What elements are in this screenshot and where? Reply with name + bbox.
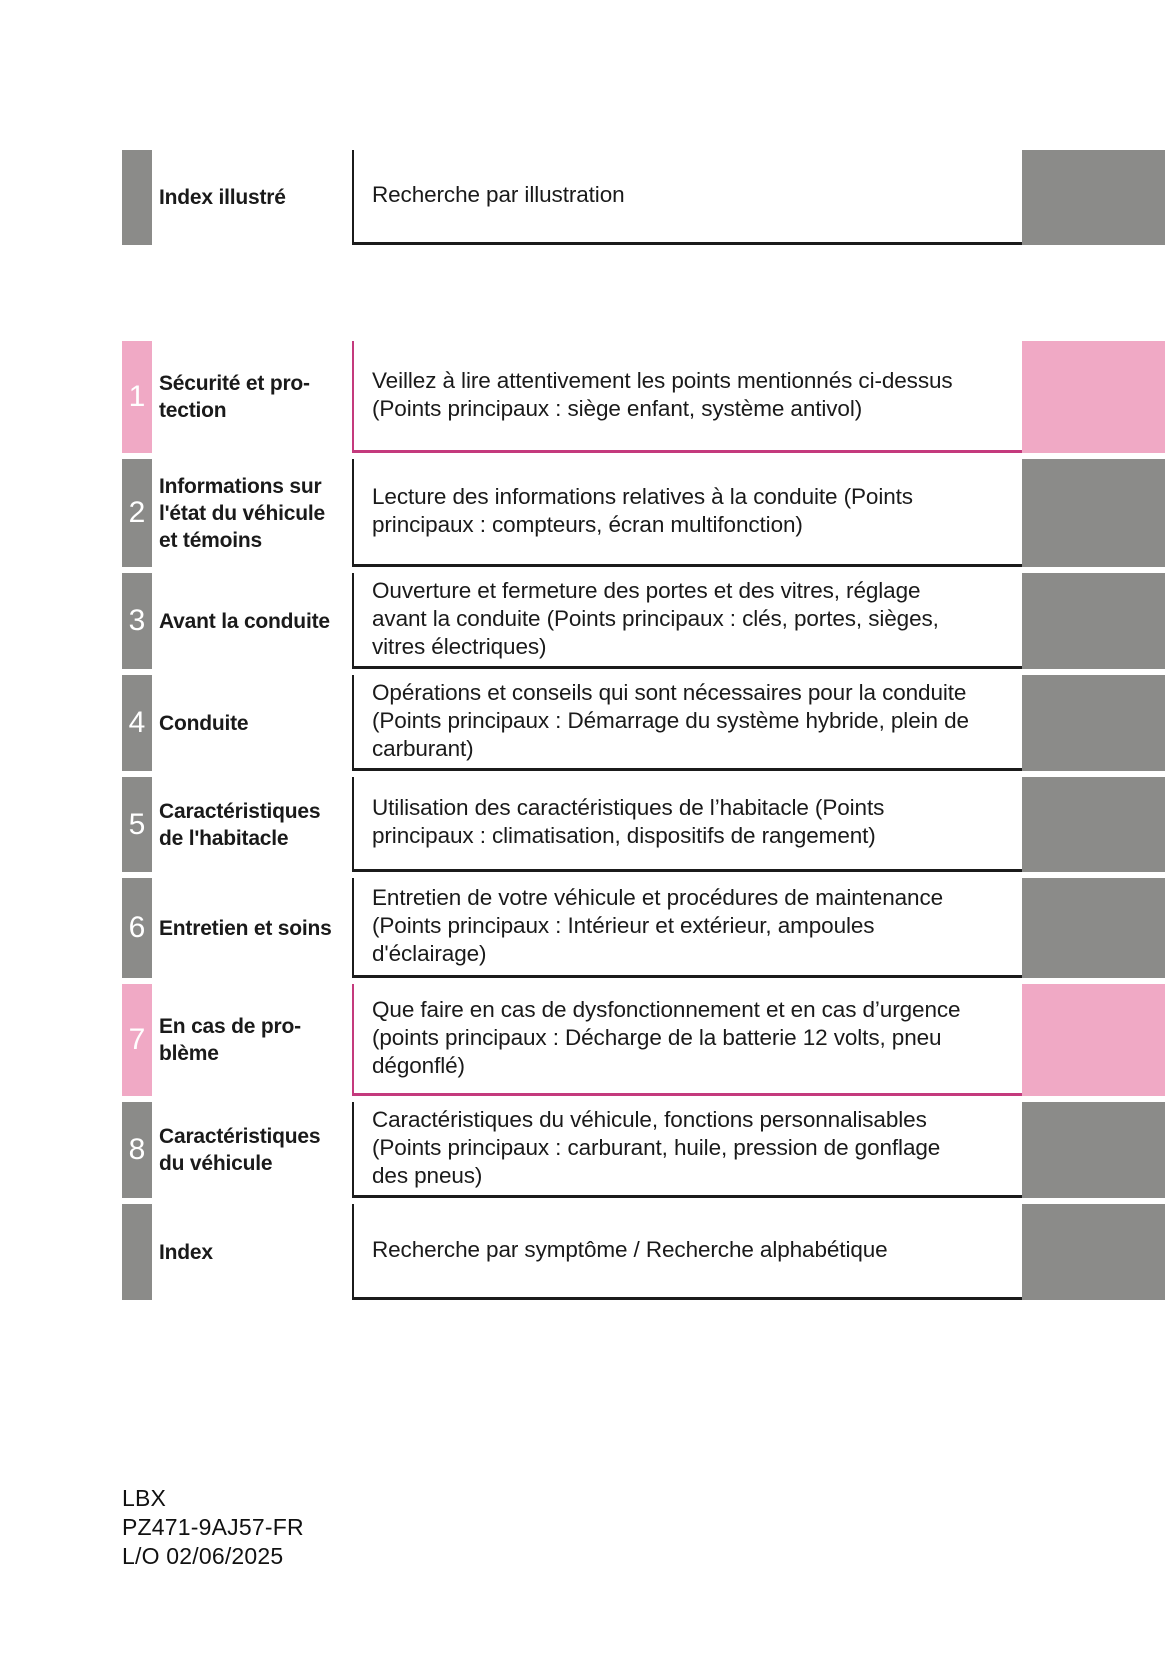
section-description: Veillez à lire attentivement les points mentionnés ci-dessus (Points principaux : siège enfant, système antivol) xyxy=(372,367,953,421)
section-description-cell xyxy=(352,878,1022,978)
section-tab-left xyxy=(122,573,152,669)
section-description-cell xyxy=(352,675,1022,771)
section-number: 6 xyxy=(128,911,146,944)
section-tab-right xyxy=(1022,777,1165,872)
section-title: Caractéristiques de l'habitacle xyxy=(159,799,321,850)
section-description-cell xyxy=(352,1102,1022,1198)
section-title: Entretien et soins xyxy=(159,916,332,940)
section-number: 3 xyxy=(128,604,146,637)
section-description: Recherche par illustration xyxy=(372,182,625,207)
section-tab-left xyxy=(122,878,152,978)
footer-layout-date: L/O 02/06/2025 xyxy=(122,1543,284,1569)
section-tab-left xyxy=(122,459,152,567)
section-description-cell xyxy=(352,1204,1022,1300)
page-footer xyxy=(122,1484,304,1571)
section-tab-left xyxy=(122,150,152,245)
section-tab-right xyxy=(1022,150,1165,245)
section-number: 4 xyxy=(128,706,146,739)
section-tab-right xyxy=(1022,1204,1165,1300)
footer-part-number: PZ471-9AJ57-FR xyxy=(122,1514,304,1540)
section-title: Avant la conduite xyxy=(159,609,330,633)
section-description: Recherche par symptôme / Recherche alphabétique xyxy=(372,1236,888,1262)
section-description: Opérations et conseils qui sont nécessaires pour la conduite (Points principaux : Démarrage du système hybride, plein de carburant) xyxy=(372,679,969,761)
section-tab-right xyxy=(1022,459,1165,567)
section-tab-right xyxy=(1022,878,1165,978)
section-number: 2 xyxy=(128,496,146,529)
toc-row-3[interactable] xyxy=(122,573,1165,669)
section-title: Caractéristiques du véhicule xyxy=(159,1125,321,1175)
section-tab-left xyxy=(122,984,152,1096)
section-title: Index xyxy=(159,1240,213,1264)
section-tab-right xyxy=(1022,341,1165,453)
toc-row-2[interactable] xyxy=(122,459,1165,567)
section-tab-right xyxy=(1022,573,1165,669)
section-title: Informations sur l'état du véhicule et témoins xyxy=(159,474,325,552)
section-number: 5 xyxy=(128,807,146,841)
section-description: Utilisation des caractéristiques de l’habitacle (Points principaux : climatisation, dispositifs de rangement) xyxy=(372,795,885,848)
section-description: Lecture des informations relatives à la conduite (Points principaux : compteurs, écran multifonction) xyxy=(372,483,913,537)
section-tab-left xyxy=(122,341,152,453)
section-title: Index illustré xyxy=(159,186,286,209)
toc-row-5[interactable] xyxy=(122,777,1165,872)
section-description-cell xyxy=(352,459,1022,567)
toc-row-1[interactable] xyxy=(122,341,1165,453)
toc-row-8[interactable] xyxy=(122,1102,1165,1198)
toc-row-index[interactable] xyxy=(122,1204,1165,1300)
section-tab-left xyxy=(122,1102,152,1198)
section-description-cell xyxy=(352,573,1022,669)
section-description: Ouverture et fermeture des portes et des vitres, réglage avant la conduite (Points principaux : clés, portes, sièges, vitres électriques) xyxy=(372,577,939,659)
toc-row-6[interactable] xyxy=(122,878,1165,978)
section-tab-left xyxy=(122,1204,152,1300)
section-number: 7 xyxy=(128,1023,146,1056)
section-tab-left xyxy=(122,675,152,771)
section-title: En cas de pro-blème xyxy=(159,1015,301,1065)
section-title: Sécurité et pro-tection xyxy=(159,372,310,422)
section-tab-right xyxy=(1022,1102,1165,1198)
toc-row-7[interactable] xyxy=(122,984,1165,1096)
section-tab-right xyxy=(1022,984,1165,1096)
section-tab-right xyxy=(1022,675,1165,771)
section-title: Conduite xyxy=(159,711,249,735)
section-description: Caractéristiques du véhicule, fonctions personnalisables (Points principaux : carburant, huile, pression de gonflage des pneus) xyxy=(372,1106,941,1188)
section-description-cell xyxy=(352,777,1022,872)
section-description-cell xyxy=(352,984,1022,1096)
toc-row-4[interactable] xyxy=(122,675,1165,771)
footer-model-code: LBX xyxy=(122,1485,167,1511)
section-number: 1 xyxy=(128,380,146,413)
section-description: Entretien de votre véhicule et procédures de maintenance (Points principaux : Intérieur et extérieur, ampoules d'éclairage) xyxy=(372,884,944,966)
section-description: Que faire en cas de dysfonctionnement et en cas d’urgence (points principaux : Décharge de la batterie 12 volts, pneu dégonflé) xyxy=(372,996,961,1078)
section-tab-left xyxy=(122,777,152,872)
toc-row-index-illustre[interactable] xyxy=(122,150,1165,245)
section-description-cell xyxy=(352,150,1022,245)
section-description-cell xyxy=(352,341,1022,453)
section-number: 8 xyxy=(128,1133,146,1166)
